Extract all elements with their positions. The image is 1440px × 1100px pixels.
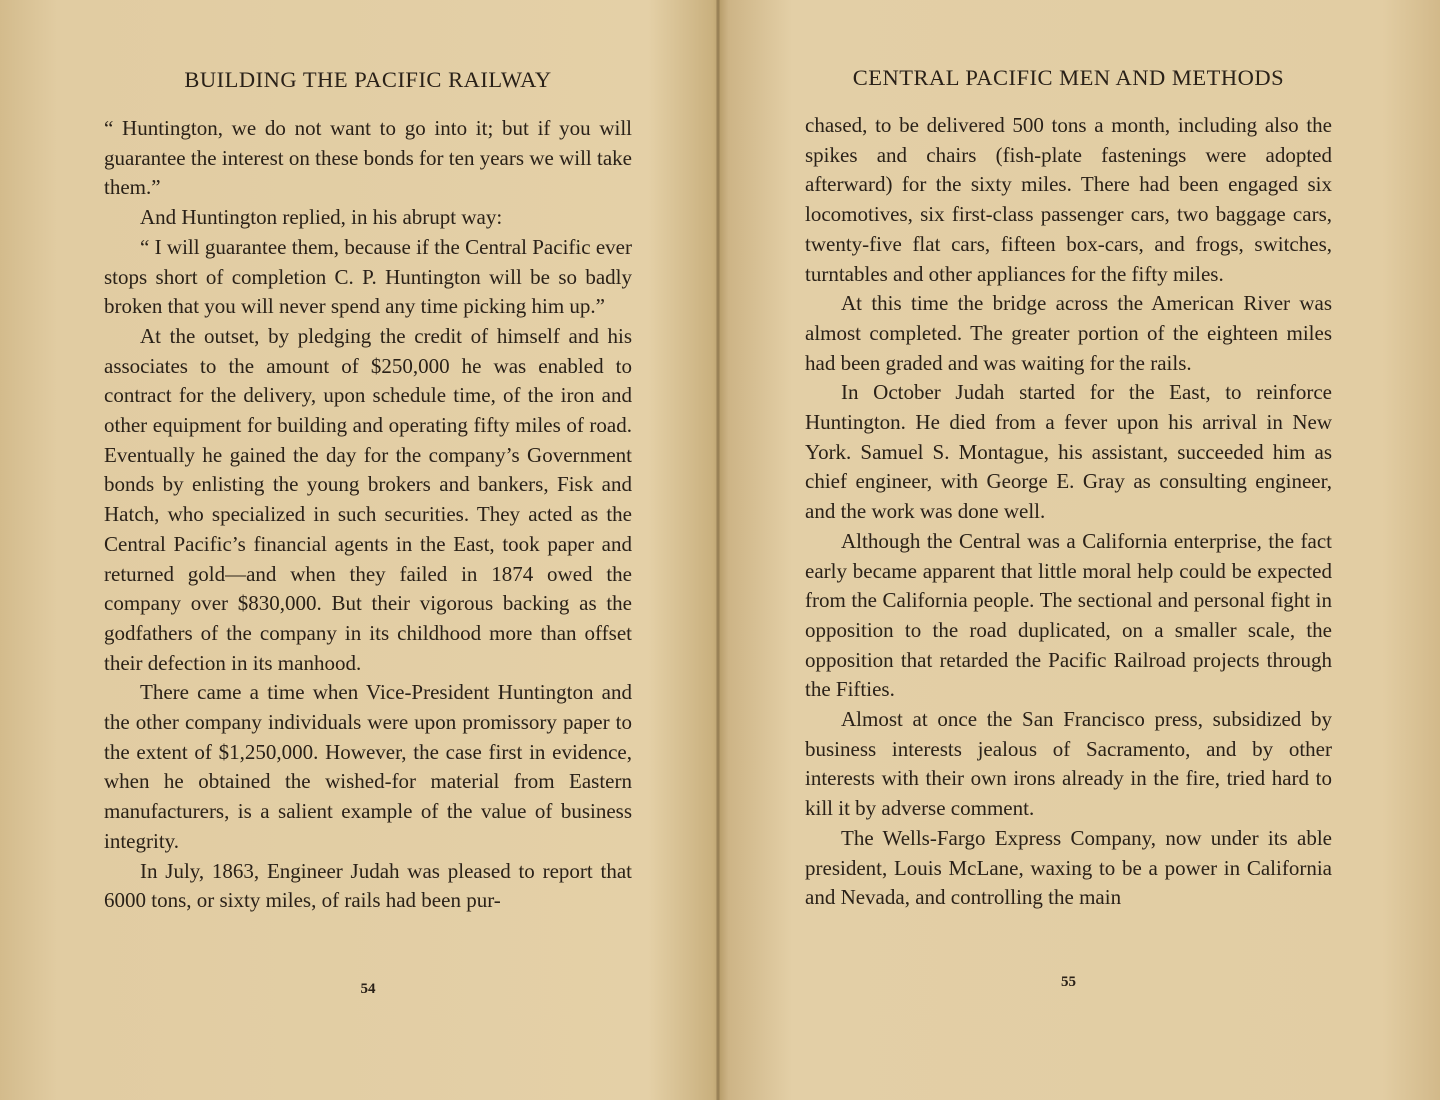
running-head-left: BUILDING THE PACIFIC RAILWAY — [184, 67, 552, 92]
paragraph: “ I will guarantee them, because if the Central Pacific ever stops short of completion C. P. Huntington will be so badly broken that you will never spend any time picking him up.” — [104, 234, 632, 319]
paragraph: In July, 1863, Engineer Judah was pleased to report that 6000 tons, or sixty miles, of rails had been pur- — [104, 858, 632, 913]
paragraph: And Huntington replied, in his abrupt way: — [140, 205, 503, 230]
paragraph: “ Huntington, we do not want to go into it; but if you will guarantee the interest on these bonds for ten years we will take them.” — [104, 116, 632, 200]
paragraph: There came a time when Vice-President Huntington and the other company individuals were upon promissory paper to the extent of $1,250,000. However, the case first in evidence, when he obtained the wished-for material from Eastern manufacturers, is a salient example of the value of business integrity. — [104, 680, 632, 853]
paragraph: In October Judah started for the East, to reinforce Huntington. He died from a fever upon his arrival in New York. Samuel S. Montague, his assistant, succeeded him as chief engineer, with George E. Gray as consulting engineer, and the work was done well. — [805, 380, 1332, 524]
paragraph: At the outset, by pledging the credit of himself and his associates to the amount of $250,000 he was enabled to contract for the delivery, upon schedule time, of the iron and other equipment for building and operating fifty miles of road. Eventually he gained the day for the company’s Government bonds by enlisting the young brokers and bankers, Fisk and Hatch, who specialized in such securities. They acted as the Central Pacific’s financial agents in the East, took paper and returned gold—and when they failed in 1874 owed the company over $830,000. But their vigorous backing as the godfathers of the company in its childhood more than offset their defection in its manhood. — [104, 323, 632, 675]
book-gutter — [716, 0, 720, 1100]
left-page — [104, 0, 632, 1100]
page-number-right: 55 — [1061, 974, 1076, 990]
left-page-body — [104, 114, 632, 916]
right-page — [805, 0, 1332, 1100]
right-page-body — [805, 111, 1332, 913]
page-number-left: 54 — [360, 981, 376, 997]
paragraph: chased, to be delivered 500 tons a month, including also the spikes and chairs (fish-plate fastenings were adopted afterward) for the sixty miles. There had been engaged six locomotives, six first-class passenger cars, two baggage cars, twenty-five flat cars, fifteen box-cars, and frogs, switches, turntables and other appliances for the fifty miles. — [805, 113, 1332, 286]
paragraph: The Wells-Fargo Express Company, now under its able president, Louis McLane, waxing to be a power in California and Nevada, and controlling the main — [805, 825, 1332, 910]
paragraph: Almost at once the San Francisco press, subsidized by business interests jealous of Sacramento, and by other interests with their own irons already in the fire, tried hard to kill it by adverse comment. — [805, 707, 1332, 821]
running-head-right: CENTRAL PACIFIC MEN AND METHODS — [852, 65, 1285, 90]
paragraph: Although the Central was a California enterprise, the fact early became apparent that little moral help could be expected from the California people. The sectional and personal fight in opposition to the road duplicated, on a smaller scale, the opposition that retarded the Pacific Railroad projects through the Fifties. — [805, 528, 1332, 702]
paragraph: At this time the bridge across the American River was almost completed. The greater portion of the eighteen miles had been graded and was waiting for the rails. — [805, 291, 1332, 375]
